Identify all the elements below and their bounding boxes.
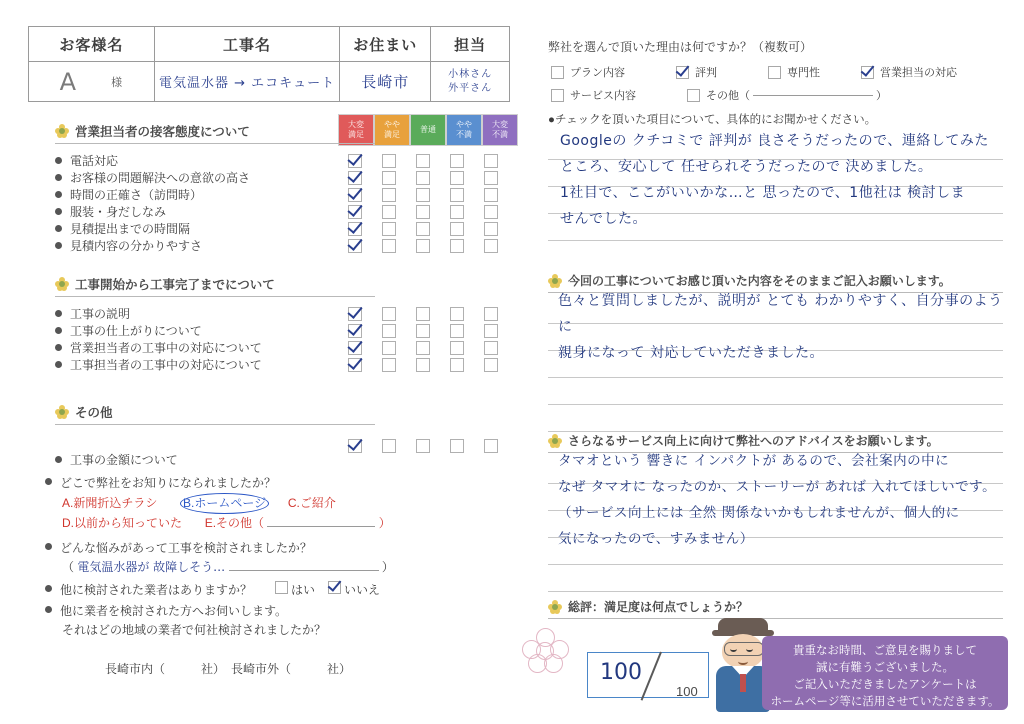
checkbox-sales-response[interactable] (861, 66, 874, 79)
question-other-vendors: 他に検討された業者はありますか？ はい いいえ (45, 581, 515, 598)
rating-cell[interactable] (372, 186, 406, 203)
section-items (55, 152, 375, 254)
flower-icon (55, 124, 69, 138)
rating-header-3: やや 不満 (446, 114, 482, 146)
list-item: 時間の正確さ（訪問時） (55, 186, 375, 203)
rating-cell[interactable] (338, 339, 372, 356)
rating-header-4: 大変 不満 (482, 114, 518, 146)
rating-cell[interactable] (372, 203, 406, 220)
rating-cell[interactable] (474, 203, 508, 220)
question-how-found-options (62, 493, 515, 533)
rating-cell[interactable] (440, 437, 474, 454)
list-item: 見積内容の分かりやすさ (55, 237, 375, 254)
section-construction (55, 275, 375, 373)
table-header-staff: 担当 (454, 36, 487, 54)
reason-answer-text: Googleの クチコミで 評判が 良さそうだったので、連絡してみた ところ、安心して 任せられそうだったので 決めました。 1社目で、ここがいいかな…と 思ったので、1他社は 検討しま せんでした。 (560, 133, 989, 227)
option-a[interactable]: A.新聞折込チラシ (62, 496, 158, 510)
cell-work-name: 電気温水器 → エコキュート (155, 62, 341, 101)
option-e[interactable]: E.その他（ (204, 516, 265, 530)
rating-cell[interactable] (372, 437, 406, 454)
rating-cell[interactable] (440, 339, 474, 356)
rating-cell[interactable] (406, 356, 440, 373)
score-value: 100 (600, 660, 642, 685)
right-question-total (548, 598, 1003, 619)
bullet-icon (55, 225, 62, 232)
bullet-icon (55, 208, 62, 215)
rating-cell[interactable] (372, 322, 406, 339)
rating-cell[interactable] (474, 339, 508, 356)
rating-cell[interactable] (440, 237, 474, 254)
bullet-icon (55, 174, 62, 181)
rating-cell[interactable] (406, 152, 440, 169)
section-title: 営業担当者の接客態度について (75, 125, 250, 139)
question-trouble-answer-row: （ 電気温水器が 故障しそう… ） (62, 560, 394, 574)
rating-cell[interactable] (372, 237, 406, 254)
thank-you-message: 貴重なお時間、ご意見を賜りまして 誠に有難うございました。 ご記入いただきましたアンケートは ホームページ等に活用させていただきます。 (762, 636, 1008, 710)
rating-cell[interactable] (372, 169, 406, 186)
bullet-icon (55, 310, 62, 317)
flower-icon (548, 600, 562, 614)
list-item: 電話対応 (55, 152, 375, 169)
section-header (55, 403, 375, 425)
advice-answer-text: タマオという 響きに インパクトが あるので、会社案内の中に なぜ タマオに なったのか、ストーリーが あれば 入れてほしいです。 （サービス向上には 全然 関係ないかもしれませんが、個人的に 気になったので、すみません） (558, 453, 997, 547)
rating-cell[interactable] (338, 322, 372, 339)
bullet-icon (55, 157, 62, 164)
option-e-close: ） (378, 516, 391, 530)
list-item: 工事の仕上がりについて (55, 322, 375, 339)
flower-icon (55, 277, 69, 291)
bullet-icon (45, 585, 52, 592)
rating-cell[interactable] (440, 203, 474, 220)
reason-options-row-1 (548, 64, 1003, 80)
rating-cell[interactable] (440, 220, 474, 237)
section-items (55, 305, 375, 373)
impression-header: 今回の工事についてお感じ頂いた内容をそのままご記入お願いします。 (548, 272, 1003, 293)
advice-header: さらなるサービス向上に向けて弊社へのアドバイスをお願いします。 (548, 432, 1003, 453)
bullet-icon (45, 478, 52, 485)
list-item: 営業担当者の工事中の対応について (55, 339, 375, 356)
option-c[interactable]: C.ご紹介 (287, 496, 336, 510)
rating-cell[interactable] (406, 220, 440, 237)
rating-row-s1-4[interactable] (338, 220, 508, 237)
checkbox-expertise[interactable] (768, 66, 781, 79)
bullet-icon (45, 606, 52, 613)
rating-row-s1-0[interactable] (338, 152, 508, 169)
question-trouble-answer: 電気温水器が 故障しそう… (77, 560, 226, 574)
rating-row-s1-3[interactable] (338, 203, 508, 220)
rating-cell[interactable] (338, 437, 372, 454)
rating-cell[interactable] (406, 437, 440, 454)
cell-residence: 長崎市 (340, 62, 431, 101)
reason-option-1[interactable]: 評判 (673, 64, 717, 80)
rating-header-1: やや 満足 (374, 114, 410, 146)
option-d[interactable]: D.以前から知っていた (62, 516, 183, 530)
rating-cell[interactable] (406, 322, 440, 339)
rating-cell[interactable] (338, 305, 372, 322)
rating-cell[interactable] (474, 152, 508, 169)
rating-cell[interactable] (406, 237, 440, 254)
rating-cell[interactable] (474, 356, 508, 373)
rating-cell[interactable] (440, 356, 474, 373)
section-items (55, 451, 375, 468)
rating-row-s2-3[interactable] (338, 356, 508, 373)
rating-cell[interactable] (406, 186, 440, 203)
question-vendor-area-sub: それはどの地域の業者で何社検討されましたか？ (62, 623, 327, 637)
option-b-selected[interactable]: B.ホームページ (180, 493, 269, 514)
rating-cell[interactable] (406, 305, 440, 322)
table-header-work: 工事名 (155, 27, 341, 61)
rating-row-s1-2[interactable] (338, 186, 508, 203)
total-header: 総評：満足度は何点でしょうか？ (548, 598, 1003, 619)
bullet-icon (55, 344, 62, 351)
bullet-icon (55, 456, 62, 463)
reason-option-4[interactable]: サービス内容 (548, 87, 636, 103)
rating-cell[interactable] (474, 237, 508, 254)
rating-cell[interactable] (338, 220, 372, 237)
rating-cell[interactable] (406, 339, 440, 356)
section-sales-attitude (55, 122, 375, 254)
rating-cell[interactable] (440, 305, 474, 322)
rating-cell[interactable] (440, 169, 474, 186)
section-title: 工事開始から工事完了までについて (75, 278, 275, 292)
list-item: お客様の問題解決への意欲の高さ (55, 169, 375, 186)
rating-row-s2-0[interactable] (338, 305, 508, 322)
customer-info-table (28, 26, 510, 102)
rating-cell[interactable] (474, 437, 508, 454)
staff-name-1: 小林さん (448, 68, 493, 80)
list-item: 服装・身だしなみ (55, 203, 375, 220)
rating-row-s2-1[interactable] (338, 322, 508, 339)
checkbox-no[interactable] (328, 581, 341, 594)
checkbox-service[interactable] (551, 89, 564, 102)
rating-cell[interactable] (338, 356, 372, 373)
rating-cell[interactable] (338, 152, 372, 169)
reason-options-row-2 (548, 87, 1003, 103)
customer-suffix: 様 (111, 76, 124, 89)
question-trouble: どんな悩みがあって工事を検討されましたか？ (45, 539, 515, 556)
list-item: 工事の説明 (55, 305, 375, 322)
rating-cell[interactable] (338, 203, 372, 220)
rating-row-s1-1[interactable] (338, 169, 508, 186)
question-vendor-area-line: 長崎市内（ 社） 長崎市外（ 社） (105, 662, 352, 676)
section-header (55, 122, 375, 144)
score-denominator: 100 (676, 684, 698, 699)
question-how-found: どこで弊社をお知りになられましたか？ (45, 474, 515, 491)
bullet-icon (55, 361, 62, 368)
cell-staff (431, 62, 509, 101)
flower-icon (55, 405, 69, 419)
bullet-icon (55, 327, 62, 334)
rating-cell[interactable] (338, 186, 372, 203)
left-question-block (45, 474, 515, 677)
staff-name-2: 外平さん (448, 82, 493, 94)
rating-cell[interactable] (474, 186, 508, 203)
checkbox-reputation[interactable] (676, 66, 689, 79)
section-title: その他 (75, 406, 113, 420)
rating-cell[interactable] (440, 186, 474, 203)
rating-cell[interactable] (372, 339, 406, 356)
section-other (55, 403, 375, 468)
rating-cell[interactable] (338, 169, 372, 186)
rating-cell[interactable] (372, 356, 406, 373)
rating-row-s1-5[interactable] (338, 237, 508, 254)
rating-cell[interactable] (406, 169, 440, 186)
rating-cell[interactable] (474, 322, 508, 339)
rating-cell[interactable] (474, 305, 508, 322)
reason-option-0[interactable]: プラン内容 (548, 64, 625, 80)
bullet-icon (55, 191, 62, 198)
customer-initial: A (59, 67, 78, 96)
rating-cell[interactable] (440, 152, 474, 169)
reason-option-2[interactable]: 専門性 (765, 64, 820, 80)
question-vendor-area: 他に業者を検討された方へお伺いします。 (45, 602, 515, 619)
bullet-icon (55, 242, 62, 249)
rating-header-2: 普通 (410, 114, 446, 146)
rating-cell[interactable] (338, 237, 372, 254)
flower-icon (548, 274, 562, 288)
bullet-icon (45, 543, 52, 550)
cell-customer-name (29, 62, 155, 101)
flower-icon (548, 434, 562, 448)
rating-row-s2-2[interactable] (338, 339, 508, 356)
section-header (55, 275, 375, 297)
rating-cell[interactable] (440, 322, 474, 339)
reason-note: ●チェックを頂いた項目について、具体的にお聞かせください。 (548, 114, 877, 126)
reason-question-text: 弊社を選んで頂いた理由は何ですか？（複数可） (548, 40, 813, 54)
checkbox-yes[interactable] (275, 581, 288, 594)
reason-option-3[interactable]: 営業担当の対応 (858, 64, 957, 80)
rating-cell[interactable] (372, 152, 406, 169)
checkbox-other[interactable] (687, 89, 700, 102)
table-header-customer: お客様名 (29, 27, 155, 61)
rating-cell[interactable] (372, 305, 406, 322)
list-item: 工事の金額について (55, 451, 375, 468)
list-item: 見積提出までの時間隔 (55, 220, 375, 237)
rating-cell[interactable] (474, 169, 508, 186)
rating-cell[interactable] (406, 203, 440, 220)
flower-decoration-icon (522, 628, 568, 674)
impression-answer-text: 色々と質問しましたが、説明が とても わかりやすく、自分事のように 親身になって 対応していただきました。 (558, 293, 1003, 361)
rating-cell[interactable] (474, 220, 508, 237)
table-header-residence: お住まい (340, 27, 431, 61)
rating-cell[interactable] (372, 220, 406, 237)
reason-option-5[interactable]: その他（ ） (684, 87, 887, 103)
checkbox-plan[interactable] (551, 66, 564, 79)
rating-row-s3-0[interactable] (338, 437, 508, 454)
rating-header-0: 大変 満足 (338, 114, 374, 146)
list-item: 工事担当者の工事中の対応について (55, 356, 375, 373)
